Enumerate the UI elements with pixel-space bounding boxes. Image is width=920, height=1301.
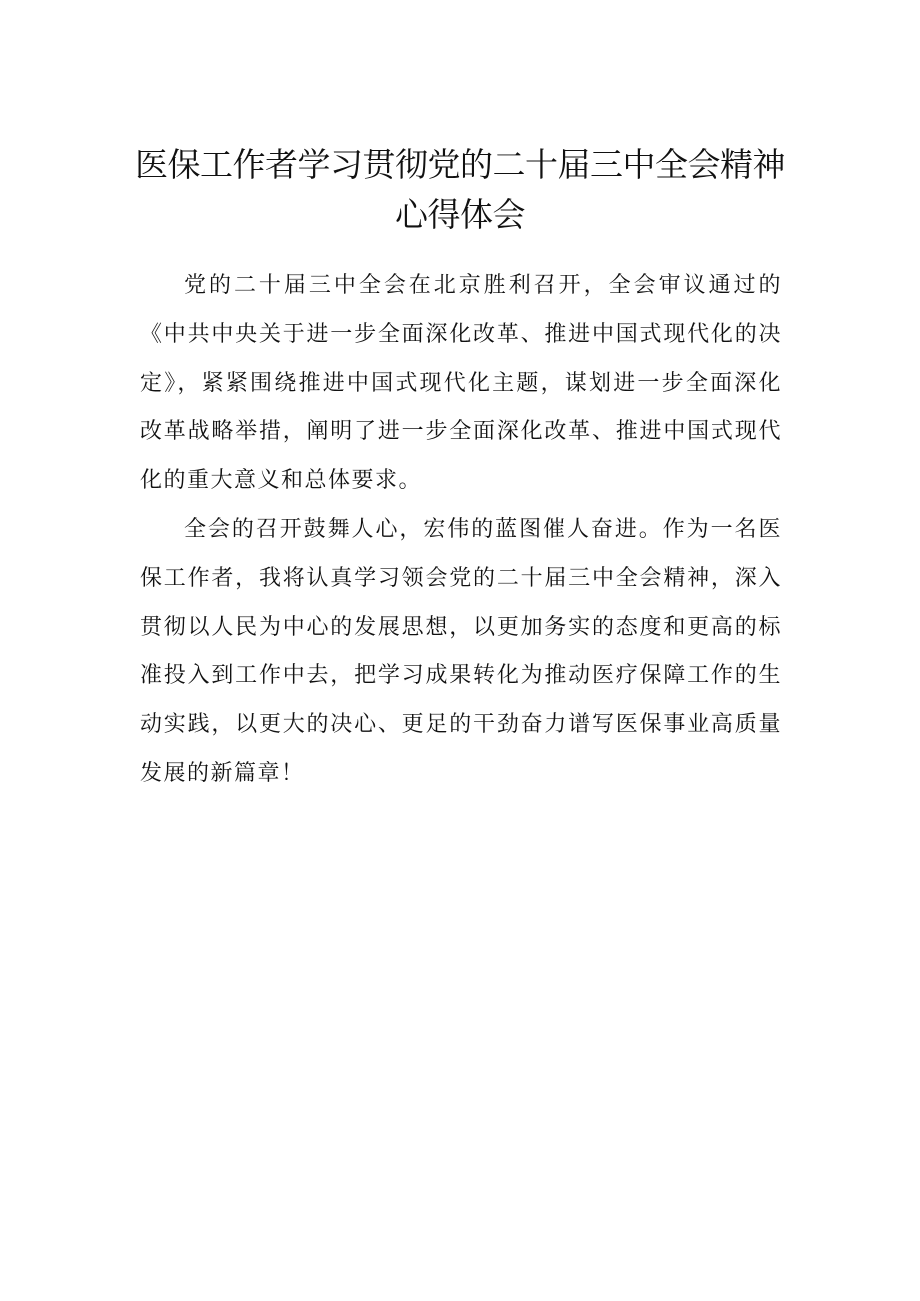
- paragraph-1: 党的二十届三中全会在北京胜利召开，全会审议通过的《中共中央关于进一步全面深化改革、推进中国式现代化的决定》，紧紧围绕推进中国式现代化主题，谋划进一步全面深化改革战略举措，阐明了进一步全面深化改革、推进中国式现代化的重大意义和总体要求。: [140, 273, 782, 494]
- title-line-1: 医保工作者学习贯彻党的二十届三中全会精神: [135, 145, 785, 184]
- document-title: [100, 140, 820, 240]
- document-body: [140, 262, 782, 799]
- title-line-2: 心得体会: [395, 195, 525, 234]
- paragraph-2: 全会的召开鼓舞人心，宏伟的蓝图催人奋进。作为一名医保工作者，我将认真学习领会党的二十届三中全会精神，深入贯彻以人民为中心的发展思想，以更加务实的态度和更高的标准投入到工作中去，把学习成果转化为推动医疗保障工作的生动实践，以更大的决心、更足的干劲奋力谱写医保事业高质量发展的新篇章！: [140, 516, 782, 786]
